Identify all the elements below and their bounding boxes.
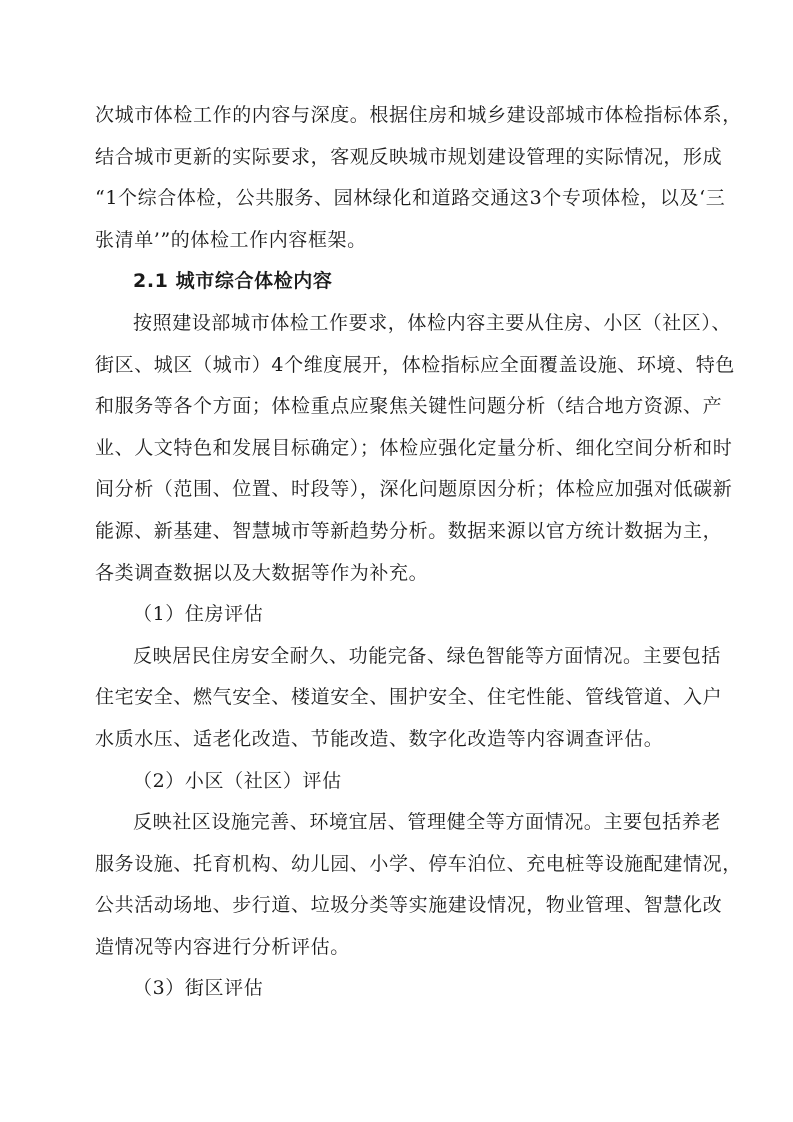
text-line: 张清单’”的体检工作内容框架。 (95, 228, 367, 251)
text-line: 反映社区设施完善、环境宜居、管理健全等方面情况。主要包括养老 (133, 811, 722, 834)
text-line: 和服务等各个方面；体检重点应聚焦关键性问题分析（结合地方资源、产 (95, 395, 723, 418)
paragraph-community (95, 802, 742, 968)
paragraph-framework-intro (95, 95, 742, 261)
text-line: 结合城市更新的实际要求，客观反映城市规划建设管理的实际情况，形成 (95, 145, 723, 168)
text-line: 街区、城区（城市）4个维度展开，体检指标应全面覆盖设施、环境、特色 (95, 353, 735, 376)
text-line: “1个综合体检，公共服务、园林绿化和道路交通这3个专项体检，以及‘三 (95, 187, 726, 210)
text-line: 次城市体检工作的内容与深度。根据住房和城乡建设部城市体检指标体系， (95, 104, 742, 126)
paragraph-housing (95, 636, 723, 761)
text-line: 水质水压、适老化改造、节能改造、数字化改造等内容调查评估。 (95, 727, 664, 750)
text-line: 造情况等内容进行分析评估。 (95, 935, 350, 958)
text-line: 按照建设部城市体检工作要求，体检内容主要从住房、小区（社区）、 (133, 311, 732, 334)
subheading-housing: （1）住房评估 (133, 603, 264, 626)
text-line: 能源、新基建、智慧城市等新趋势分析。数据来源以官方统计数据为主， (95, 519, 723, 542)
subheading-block: （3）街区评估 (133, 977, 264, 1000)
paragraph-comprehensive-content (95, 303, 735, 594)
section-heading: 2.1 城市综合体检内容 (133, 270, 333, 293)
document-body (95, 95, 742, 1010)
subheading-community: （2）小区（社区）评估 (133, 769, 342, 792)
text-line: 住宅安全、燃气安全、楼道安全、围护安全、住宅性能、管线管道、入户 (95, 686, 723, 709)
text-line: 服务设施、托育机构、幼儿园、小学、停车泊位、充电桩等设施配建情况， (95, 852, 742, 875)
text-line: 反映居民住房安全耐久、功能完备、绿色智能等方面情况。主要包括 (133, 644, 722, 667)
text-line: 间分析（范围、位置、时段等），深化问题原因分析；体检应加强对低碳新 (95, 478, 733, 501)
text-line: 业、人文特色和发展目标确定）；体检应强化定量分析、细化空间分析和时 (95, 436, 733, 459)
text-line: 公共活动场地、步行道、垃圾分类等实施建设情况，物业管理、智慧化改 (95, 894, 723, 917)
text-line: 各类调查数据以及大数据等作为补充。 (95, 561, 429, 584)
